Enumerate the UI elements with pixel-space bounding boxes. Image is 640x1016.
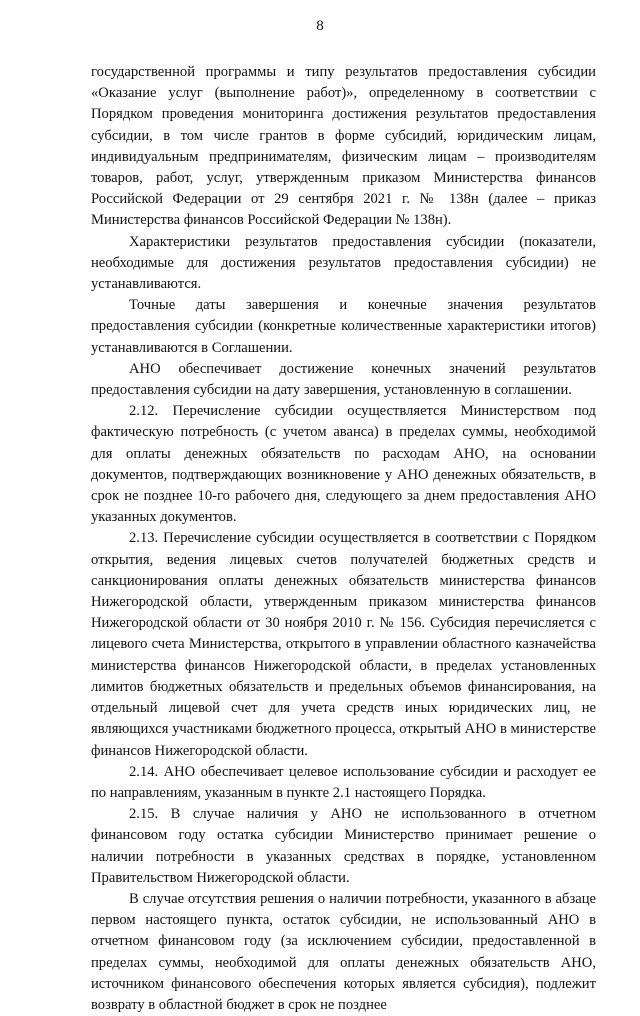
paragraph-2-12: 2.12. Перечисление субсидии осуществляется Министерством под фактическую потребность (с учетом аванса) в пределах суммы, необходимой для оплаты денежных обязательств по расходам АНО, на основании документов, подтверждающих возникновение у АНО денежных обязательств, в срок не позднее 10-го рабочего дня, следующего за днем предоставления АНО указанных документов.: [91, 403, 596, 526]
document-body: [91, 62, 596, 1016]
paragraph-result-characteristics: Характеристики результатов предоставления субсидии (показатели, необходимые для достижения результатов предоставления субсидии) не устанавливаются.: [91, 233, 596, 293]
paragraph-ano-achievement: АНО обеспечивает достижение конечных значений результатов предоставления субсидии на дату завершения, установленную в соглашении.: [91, 360, 596, 399]
paragraph-2-15: 2.15. В случае наличия у АНО не использованного в отчетном финансовом году остатка субсидии Министерство принимает решение о наличии потребности в указанных средствах в порядке, установленном Правительством Нижегородской области.: [91, 806, 596, 886]
paragraph-continuation: государственной программы и типу результатов предоставления субсидии «Оказание услуг (выполнение работ)», определенному в соответствии с Порядком проведения мониторинга достижения результатов предоставления субсидии, в том числе грантов в форме субсидий, юридическим лицам, индивидуальным предпринимателям, физическим лицам – производителям товаров, работ, услуг, утвержденным приказом Министерства финансов Российской Федерации от 29 сентября 2021 г. № 138н (далее – приказ Министерства финансов Российской Федерации № 138н).: [91, 64, 596, 229]
paragraph-result-dates: Точные даты завершения и конечные значения результатов предоставления субсидии (конкретные количественные характеристики итогов) устанавливаются в Соглашении.: [91, 297, 596, 356]
paragraph-2-14: 2.14. АНО обеспечивает целевое использование субсидии и расходует ее по направлениям, указанным в пункте 2.1 настоящего Порядка.: [91, 763, 596, 801]
page-number: 8: [316, 18, 324, 34]
paragraph-no-decision: В случае отсутствия решения о наличии потребности, указанного в абзаце первом настоящего пункта, остаток субсидии, не использованный АНО в отчетном финансовом году (за исключением субсидии, предоставленной в пределах суммы, необходимой для оплаты денежных обязательств АНО, источником финансового обеспечения которых является субсидия), подлежит возврату в областной бюджет в срок не позднее: [91, 890, 596, 1013]
paragraph-2-13: 2.13. Перечисление субсидии осуществляется в соответствии с Порядком открытия, ведения лицевых счетов получателей бюджетных средств и санкционирования оплаты денежных обязательств министерства финансов Нижегородской области, утвержденным приказом министерства финансов Нижегородской области от 30 ноября 2010 г. № 156. Субсидия перечисляется с лицевого счета Министерства, открытого в управлении областного казначейства министерства финансов Нижегородской области, в пределах установленных лимитов бюджетных обязательств и предельных объемов финансирования, на отдельный лицевой счет для учета средств иных юридических лиц, не являющихся участниками бюджетного процесса, открытый АНО в министерстве финансов Нижегородской области.: [91, 530, 596, 759]
